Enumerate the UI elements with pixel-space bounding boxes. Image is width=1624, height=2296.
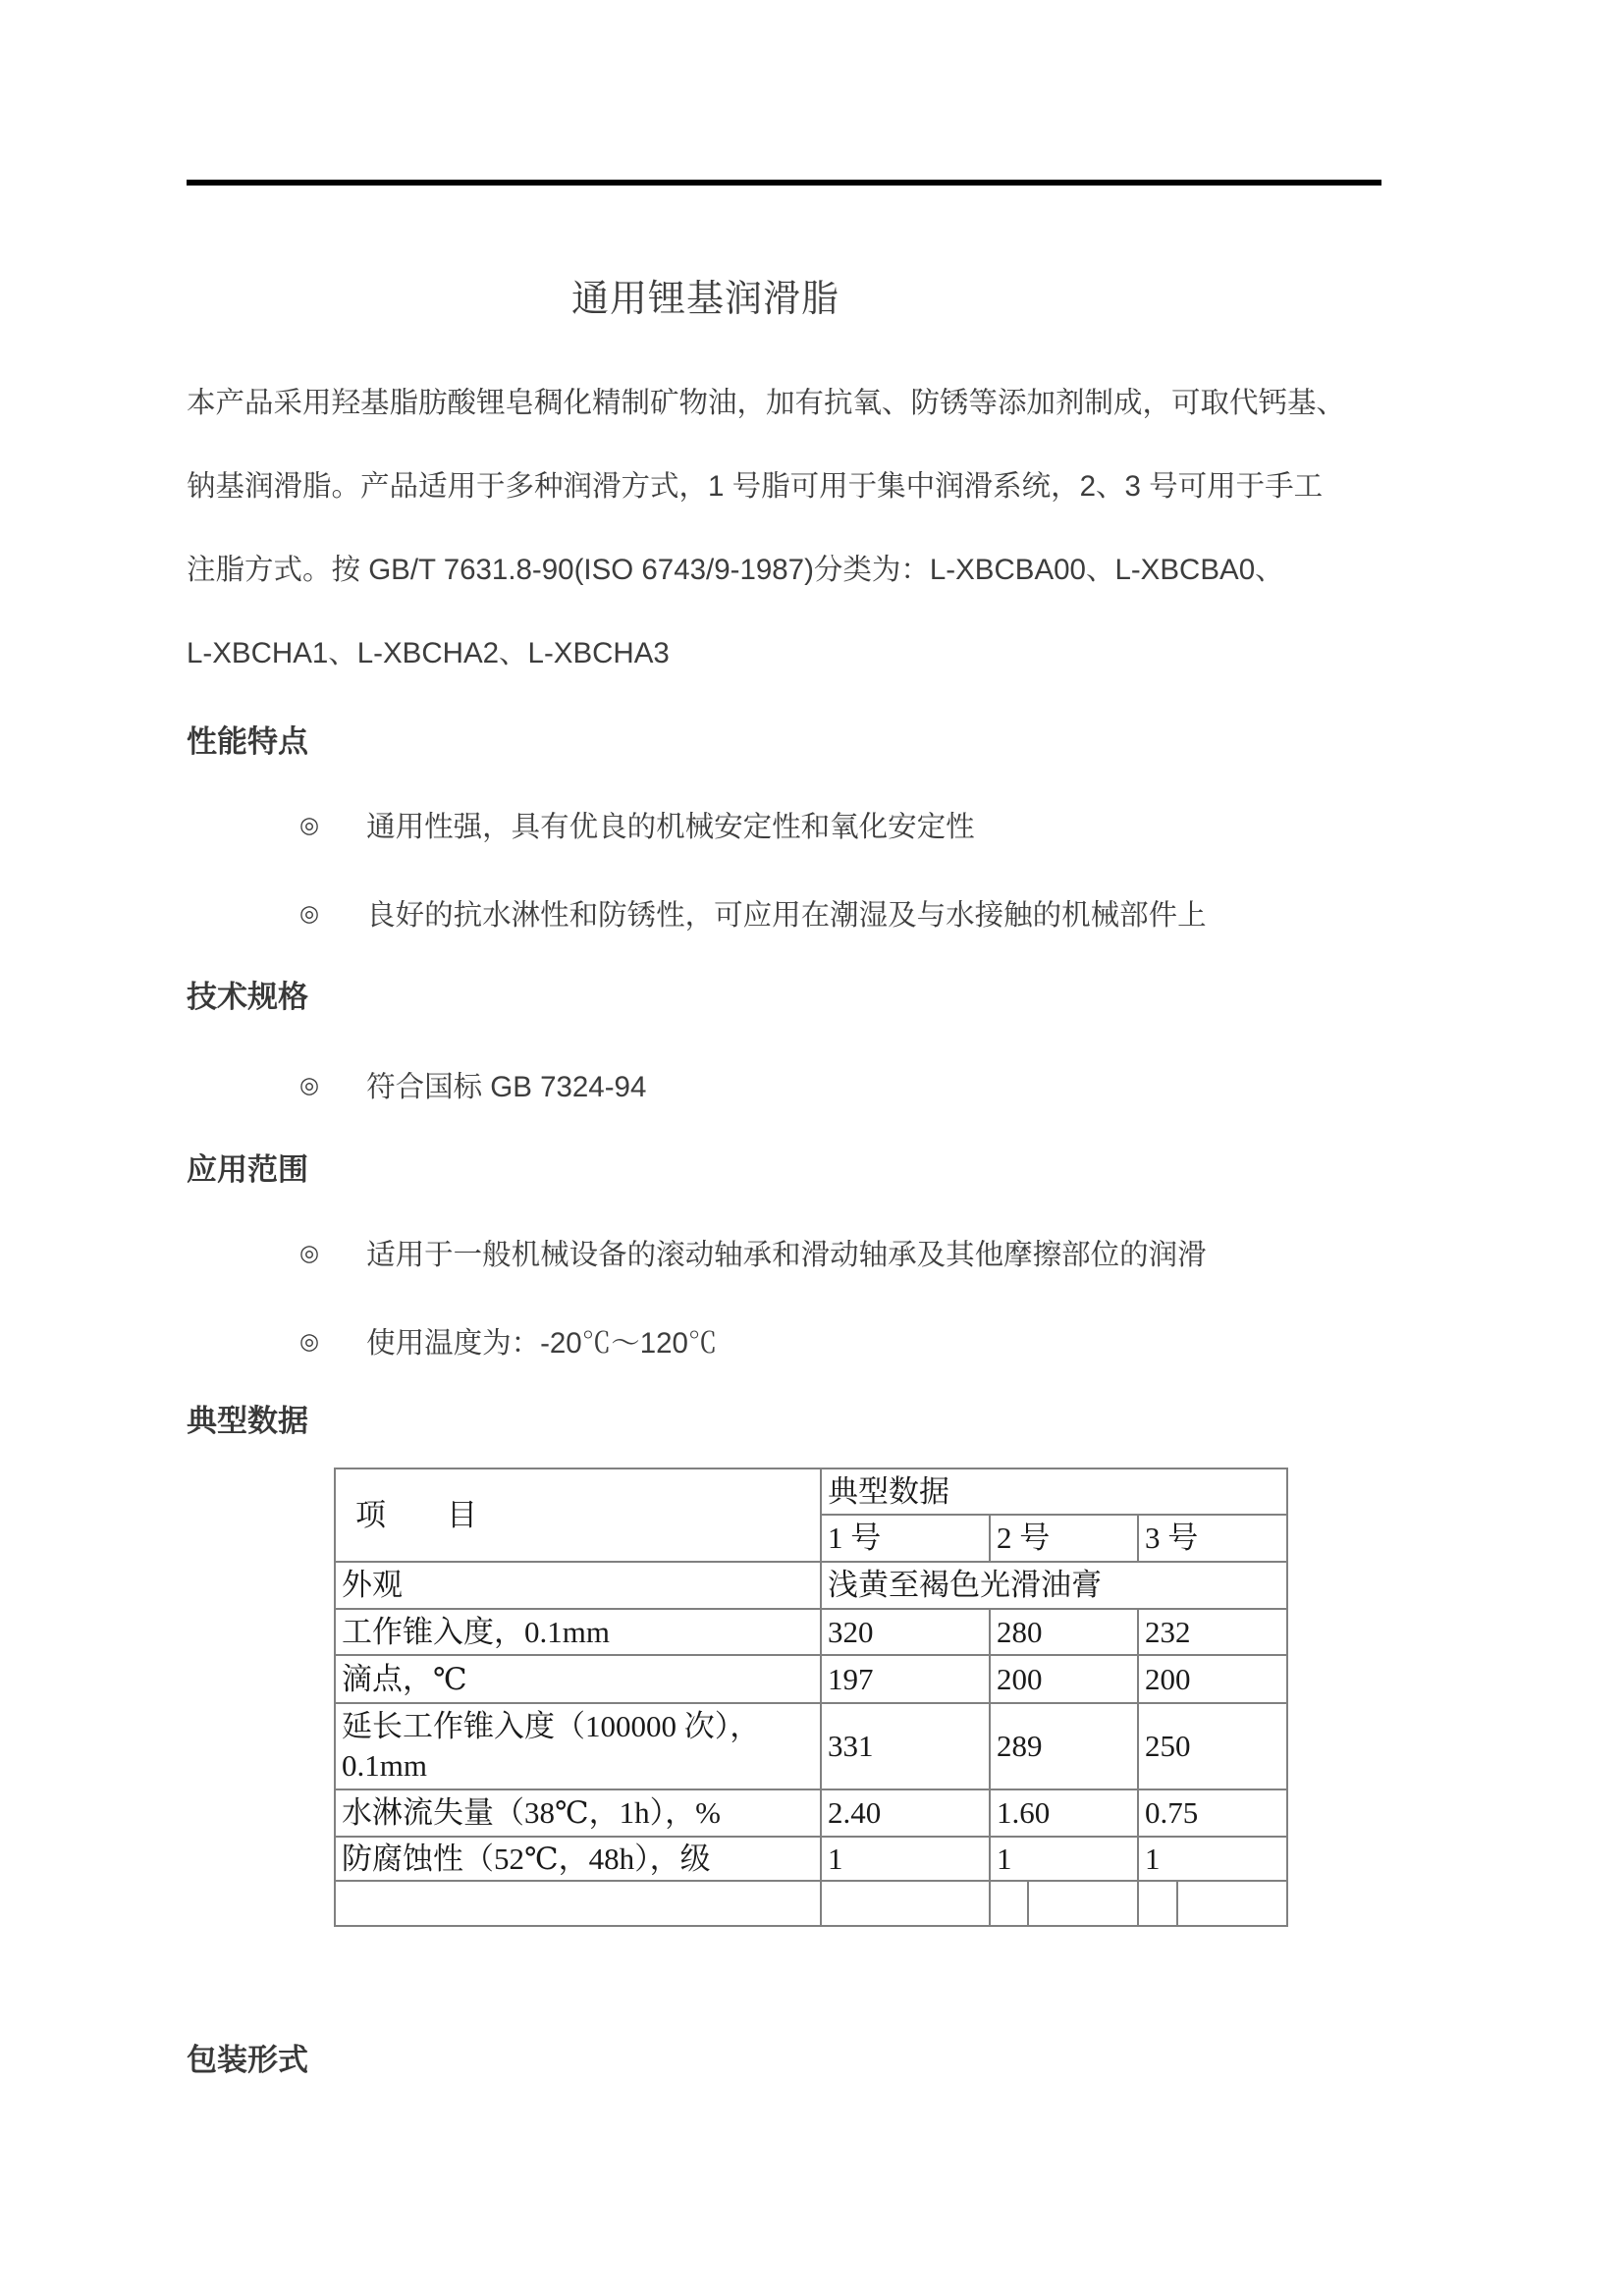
table-cell [335,1881,821,1926]
table-cell: 280 [990,1609,1138,1655]
table-row [335,1789,1287,1837]
list-item [187,1208,1381,1297]
table-row [335,1837,1287,1881]
table-cell [990,1881,1028,1926]
table-cell: 1 [990,1837,1138,1881]
table-row-label: 水淋流失量（38℃，1h），% [335,1789,821,1837]
performance-bullet-list [187,780,1381,957]
table-row [335,1609,1287,1655]
table-cell: 331 [821,1703,990,1789]
page-content [187,0,1381,2090]
table-cell: 320 [821,1609,990,1655]
intro-paragraph [187,361,1381,695]
bullet-icon: ◎ [299,1239,320,1265]
table-row [335,1468,1287,1515]
bullet-icon: ◎ [299,811,320,837]
application-bullet-list [187,1208,1381,1385]
top-divider [187,180,1381,186]
table-cell [821,1881,990,1926]
list-item [187,869,1381,957]
section-heading-typical-data: 典型数据 [187,1404,308,1438]
intro-line-1: 本产品采用羟基脂肪酸锂皂稠化精制矿物油，加有抗氧、防锈等添加剂制成，可取代钙基、 [187,387,1346,419]
section-heading-packaging: 包装形式 [187,2043,308,2077]
bullet-text: 适用于一般机械设备的滚动轴承和滑动轴承及其他摩擦部位的润滑 [366,1239,1207,1271]
table-cell: 200 [1138,1655,1287,1703]
table-cell: 1 [1138,1837,1287,1881]
table-cell: 浅黄至褐色光滑油膏 [821,1562,1287,1609]
intro-line-4: L-XBCHA1、L-XBCHA2、L-XBCHA3 [187,637,670,669]
table-cell: 197 [821,1655,990,1703]
list-item [187,1297,1381,1385]
table-group-header: 典型数据 [821,1468,1287,1515]
table-cell: 200 [990,1655,1138,1703]
section-heading-performance: 性能特点 [187,724,308,759]
table-cell: 289 [990,1703,1138,1789]
table-col-header-1: 1 号 [821,1515,990,1562]
bullet-icon: ◎ [299,1327,320,1354]
specs-bullet-list [187,1041,1381,1129]
table-col-header-2: 2 号 [990,1515,1138,1562]
table-cell: 250 [1138,1703,1287,1789]
table-cell: 232 [1138,1609,1287,1655]
intro-line-3: 注脂方式。按 GB/T 7631.8-90(ISO 6743/9-1987)分类为：L-XBCBA00、L-XBCBA0、 [187,554,1284,586]
table-col-header-3: 3 号 [1138,1515,1287,1562]
table-row-label: 防腐蚀性（52℃，48h），级 [335,1837,821,1881]
list-item [187,780,1381,869]
table-row [335,1655,1287,1703]
list-item [187,1041,1381,1129]
bullet-text: 使用温度为：-20℃～120℃ [366,1327,718,1360]
table-row-label: 延长工作锥入度（100000 次），0.1mm [335,1703,821,1789]
table-cell: 1.60 [990,1789,1138,1837]
table-cell [1177,1881,1287,1926]
table-cell: 1 [821,1837,990,1881]
table-row-label: 工作锥入度，0.1mm [335,1609,821,1655]
page-title: 通用锂基润滑脂 [571,279,840,320]
table-cell [1138,1881,1177,1926]
bullet-text: 符合国标 GB 7324-94 [366,1071,647,1103]
table-cell: 2.40 [821,1789,990,1837]
table-row-label: 滴点，℃ [335,1655,821,1703]
table-row [335,1562,1287,1609]
table-cell [1028,1881,1138,1926]
table-row [335,1703,1287,1789]
table-corner-cell: 项 目 [335,1468,821,1562]
table-row-empty [335,1881,1287,1926]
bullet-icon: ◎ [299,1071,320,1097]
section-heading-specs: 技术规格 [187,980,308,1014]
bullet-text: 良好的抗水淋性和防锈性，可应用在潮湿及与水接触的机械部件上 [366,899,1207,932]
bullet-text: 通用性强，具有优良的机械安定性和氧化安定性 [366,811,975,843]
intro-line-2: 钠基润滑脂。产品适用于多种润滑方式，1 号脂可用于集中润滑系统，2、3 号可用于手工 [187,470,1324,503]
section-heading-application: 应用范围 [187,1152,308,1187]
table-cell: 0.75 [1138,1789,1287,1837]
table-row-label: 外观 [335,1562,821,1609]
typical-data-table [334,1468,1288,1927]
bullet-icon: ◎ [299,899,320,926]
